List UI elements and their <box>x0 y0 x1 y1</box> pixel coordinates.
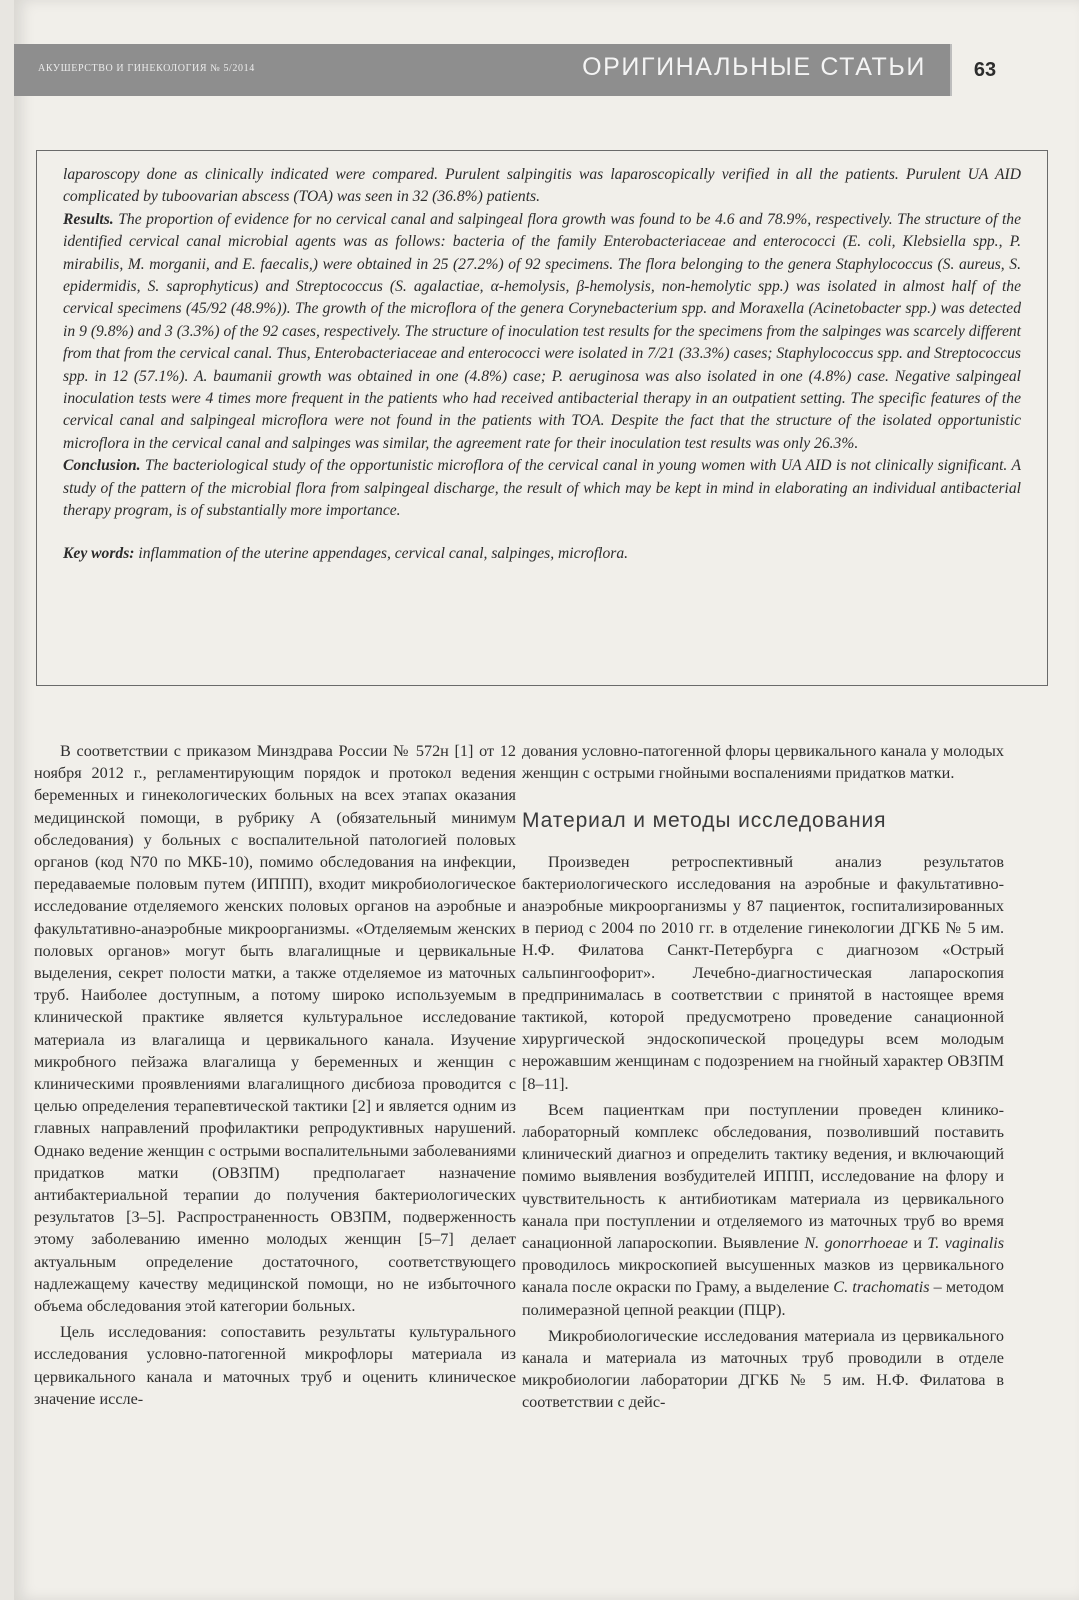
abstract-results <box>63 209 1021 455</box>
journal-name: АКУШЕРСТВО И ГИНЕКОЛОГИЯ № 5/2014 <box>38 63 255 74</box>
section-heading: Материал и методы исследования <box>522 809 887 833</box>
right-column <box>522 740 1004 1414</box>
conclusion-text: The bacteriological study of the opportunistic microflora of the cervical canal in young women with UA AID is not clinically significant. A study of the pattern of the microbial flora from salpingeal discharge, the result of which may be kept in mind in elaborating an individual antibacterial therapy program, is of substantially more importance. <box>63 457 1021 520</box>
page-number: 63 <box>950 44 1018 96</box>
right-paragraph-2 <box>522 1099 1004 1321</box>
p2-text-b: и <box>907 1234 928 1253</box>
left-column <box>34 740 516 1410</box>
left-paragraph-1: В соответствии с приказом Минздрава России № 572н [1] от 12 ноября 2012 г., регламентирующим порядок и протокол ведения беременных и гинекологических больных на всех этапах оказания медицинской помощи, в рубрику А (обязательный минимум обследования) у больных с воспалительной патологией половых органов (код N70 по МКБ-10), помимо обследования на инфекции, передаваемые половым путем (ИППП), входит микробиологическое исследование отделяемого женских половых органов на аэробные и факультативно-анаэробные микроорганизмы. «Отделяемым женских половых органов» могут быть влагалищные и цервикальные выделения, секрет полости матки, а также отделяемое из маточных труб. Наиболее доступным, а потому широко используемым в клинической практике является культуральное исследование материала из влагалища и цервикального канала. Изучение микробного пейзажа влагалища у беременных и женщин с клиническими проявлениями влагалищного дисбиоза проводится с целью определения терапевтической тактики [2] и является одним из главных направлений профилактики репродуктивных нарушений. Однако ведение женщин с острыми воспалительными заболеваниями придатков матки (ОВЗПМ) предполагает назначение антибактериальной терапии до получения бактериологических результатов [3–5]. Распространенность ОВЗПМ, подверженность этому заболеванию именно молодых женщин [5–7] делает актуальным определение достаточного, соответствующего надлежащему качеству медицинской помощи, но не избыточного объема обследования этой категории больных. <box>34 742 516 1316</box>
results-text: The proportion of evidence for no cervical canal and salpingeal flora growth was found to be 4.6 and 78.9%, respectively. The structure of the identified cervical canal microbial agents was as follows: bacteria of the family Enterobacteriaceae and enterococci (E. coli, Klebsiella spp., P. mirabilis, M. morganii, and E. faecalis,) were obtained in 25 (27.2%) of 92 specimens. The flora belonging to the genera Staphylococcus (S. aureus, S. epidermidis, S. saprophyticus) and Streptococcus (S. agalactiae, α-hemolysis, β-hemolysis, non-hemolytic spp.) was isolated in almost half of the cervical specimens (45/92 (48.9%)). The growth of the microflora of the genera Corynebacterium spp. and Moraxella (Acinetobacter spp.) was detected in 9 (9.8%) and 3 (3.3%) of the 92 cases, respectively. The structure of inoculation test results for the specimens from the salpinges was scarcely different from that from the cervical canal. Thus, Enterobacteriaceae and enterococci were isolated in 7/21 (33.3%) cases; Staphylococcus spp. and Streptococcus spp. in 12 (57.1%). A. baumanii growth was obtained in one (4.8%) case; P. aeruginosa was also isolated in one (4.8%) case. Negative salpingeal inoculation tests were 4 times more frequent in the patients who had received antibacterial therapy in an outpatient setting. The specific features of the cervical canal and salpingeal microflora were not found in the patients with TOA. Despite the fact that the structure of the isolated opportunistic microflora in the cervical canal and salpinges was similar, the agreement rate for their inoculation test results was only 26.3%. <box>63 210 1021 452</box>
results-label: Results. <box>63 210 114 228</box>
p2-organism-tv: T. vaginalis <box>927 1234 1004 1253</box>
p2-text-a: Всем пациенткам при поступлении проведен клинико-лабораторный комплекс обследования, позволивший поставить клинический диагноз и определить тактику ведения, и включающий помимо выявления возбудителей ИППП, исследование на флору и чувствительность к антибиотикам материала из цервикального канала при поступлении и отделяемого из маточных труб во время санационной лапароскопии. Выявление <box>522 1100 1004 1253</box>
right-paragraph-continued: дования условно-патогенной флоры цервикального канала у молодых женщин с острыми гнойными воспалениями придатков матки. <box>522 742 1004 783</box>
abstract-box <box>36 150 1048 686</box>
left-paragraph-2: Цель исследования: сопоставить результаты культурального исследования условно-патогенной микрофлоры материала из цервикального канала и маточных труб и оценить клиническое значение иссле- <box>34 1323 516 1408</box>
abstract-conclusion <box>63 455 1021 522</box>
conclusion-label: Conclusion. <box>63 457 141 475</box>
journal-page <box>14 0 1079 1600</box>
p2-text-d: – методом полимеразной цепной реакции (ПЦР). <box>522 1278 1004 1319</box>
abstract-keywords <box>63 543 1021 565</box>
abstract-intro: laparoscopy done as clinically indicated were compared. Purulent salpingitis was laparoscopically verified in all the patients. Purulent UA AID complicated by tuboovarian abscess (TOA) was seen in 32 (36.8%) patients. <box>63 166 1021 206</box>
right-paragraph-1: Произведен ретроспективный анализ результатов бактериологического исследования на аэробные и факультативно-анаэробные микроорганизмы у 87 пациенток, госпитализированных в период с 2004 по 2010 гг. в отделение гинекологии ДГКБ № 5 им. Н.Ф. Филатова Санкт-Петербурга с диагнозом «Острый сальпингоофорит». Лечебно-диагностическая лапароскопия предпринималась в соответствии с принятой в настоящее время тактикой, которой предусмотрено проведение санационной хирургической эндоскопической процедуры всем молодым нерожавшим женщинам с подозрением на гнойный характер ОВЗПМ [8–11]. <box>522 852 1004 1093</box>
p2-organism-ng: N. gonorrhoeae <box>804 1234 908 1253</box>
right-paragraph-3: Микробиологические исследования материала из цервикального канала и материала из маточных труб проводили в отделе микробиологии лаборатории ДГКБ № 5 им. Н.Ф. Филатова в соответствии с дейс- <box>522 1326 1004 1412</box>
p2-organism-ct: C. trachomatis <box>833 1278 930 1297</box>
page-header <box>14 44 960 96</box>
keywords-text: inflammation of the uterine appendages, cervical canal, salpinges, microflora. <box>134 544 629 562</box>
keywords-label: Key words: <box>63 544 135 562</box>
section-title: ОРИГИНАЛЬНЫЕ СТАТЬИ <box>582 53 926 81</box>
p2-text-c: проводилось микроскопией высушенных мазков из цервикального канала после окраски по Граму, а выделение <box>522 1256 1004 1297</box>
